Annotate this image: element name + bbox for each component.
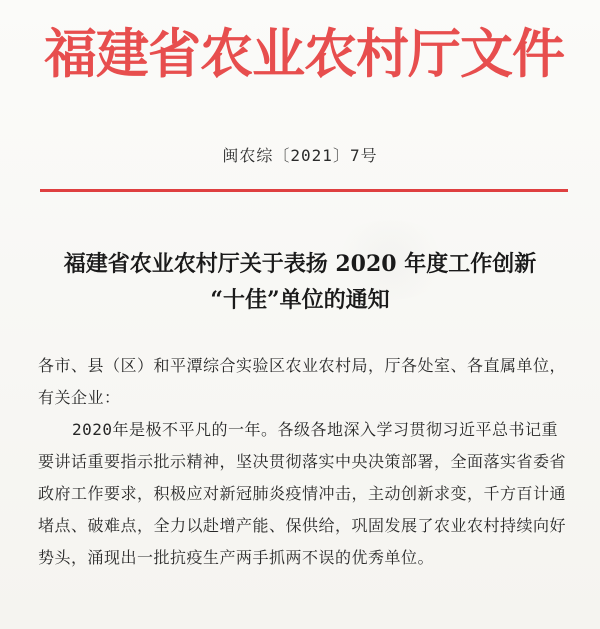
- salutation-paragraph: 各市、县（区）和平潭综合实验区农业农村局，厅各处室、各直属单位，有关企业：: [38, 356, 567, 407]
- letterhead-title: 福建省农业农村厅文件: [44, 23, 564, 85]
- red-divider-line: [40, 189, 568, 192]
- document-number: 闽农综〔2021〕7号: [222, 146, 378, 165]
- notice-title-line-2: “十佳”单位的通知: [210, 287, 390, 313]
- notice-title-line-1: 福建省农业农村厅关于表扬 2020 年度工作创新: [63, 251, 537, 277]
- notice-title: [0, 246, 600, 318]
- body-paragraph: 2020年是极不平凡的一年。各级各地深入学习贯彻习近平总书记重要讲话重要指示批示精神，坚决贯彻落实中央决策部署，全面落实省委省政府工作要求，积极应对新冠肺炎疫情冲击，主动创新求变，千方百计通堵点、破难点，全力以赴增产能、保供给，巩固发展了农业农村持续向好势头，涌现出一批抗疫生产两手抓两不误的优秀单位。: [38, 420, 567, 567]
